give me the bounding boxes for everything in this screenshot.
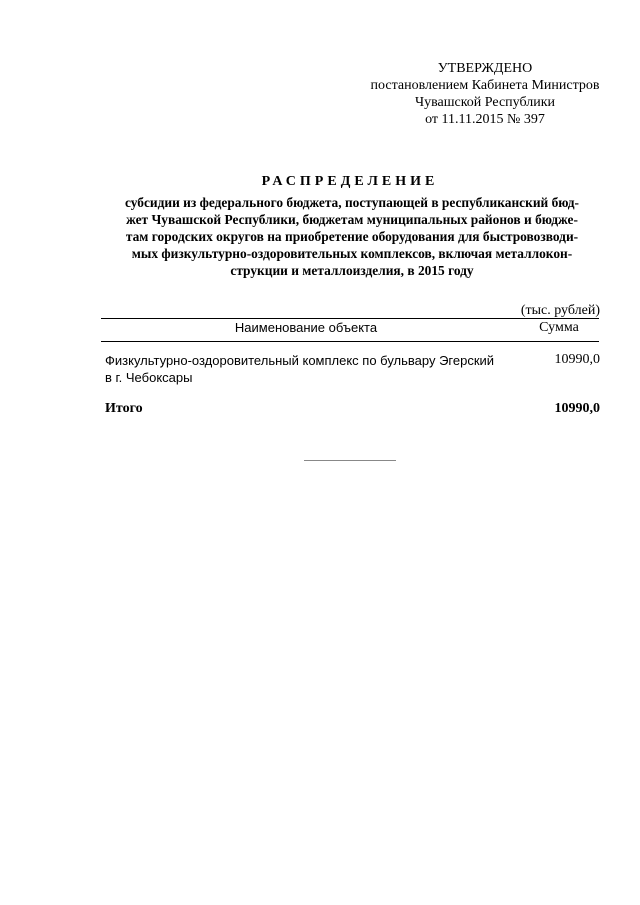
subtitle-line: мых физкультурно-оздоровительных комплексов, включая металлокон- (131, 246, 573, 261)
subtitle-line: субсидии из федерального бюджета, поступающей в республиканский бюд- (124, 195, 580, 210)
table-row-sum: 10990,0 (554, 352, 600, 367)
approval-heading: УТВЕРЖДЕНО (437, 61, 533, 76)
row-name-line: в г. Чебоксары (105, 370, 193, 385)
total-sum: 10990,0 (554, 401, 600, 416)
subtitle-line: жет Чувашской Республики, бюджетам муниципальных районов и бюдже- (126, 212, 578, 227)
total-label: Итого (105, 401, 143, 416)
approval-resolution: постановлением Кабинета Министров (370, 78, 600, 93)
table-units: (тыс. рублей) (520, 303, 600, 318)
approval-republic: Чувашской Республики (414, 95, 556, 110)
end-separator (304, 460, 396, 461)
subtitle-line: струкции и металлоизделия, в 2015 году (230, 263, 474, 278)
subtitle-line: там городских округов на приобретение оборудования для быстровозводи- (125, 229, 579, 244)
column-header-name: Наименование объекта (234, 320, 378, 335)
table-top-rule (101, 318, 599, 319)
table-row-name (105, 352, 505, 386)
column-header-sum: Сумма (539, 320, 579, 335)
approval-block (360, 60, 610, 128)
document-title: РАСПРЕДЕЛЕНИЕ (261, 174, 439, 189)
table-header-rule (101, 341, 599, 342)
approval-date-number: от 11.11.2015 № 397 (425, 112, 545, 127)
row-name-line: Физкультурно-оздоровительный комплекс по бульвару Эгерский (105, 353, 495, 368)
document-subtitle (112, 194, 592, 279)
